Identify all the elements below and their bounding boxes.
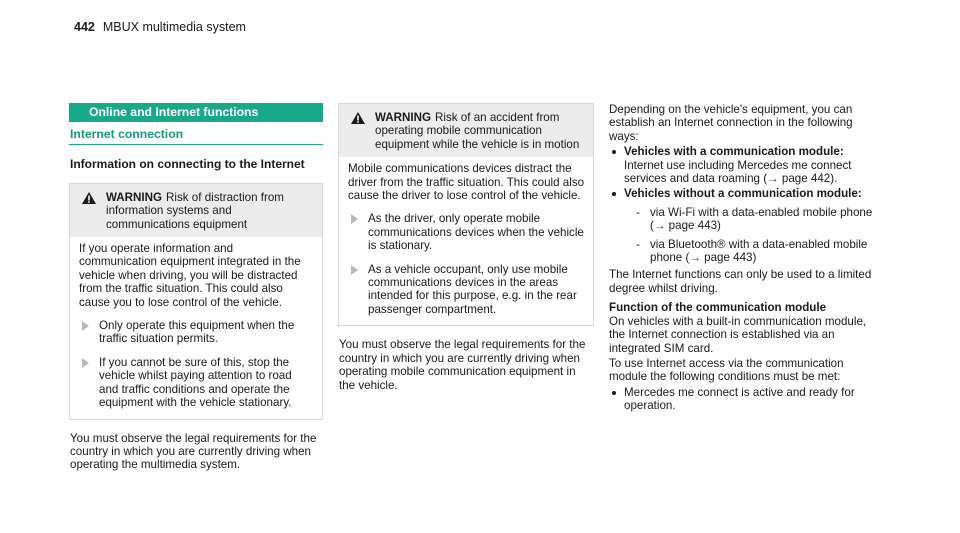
- dash-icon: -: [636, 237, 640, 251]
- warning-label: WARNING: [375, 111, 432, 124]
- function-text: On vehicles with a built-in communication module, the Internet connection is established via an integrated SIM card.: [609, 314, 867, 355]
- limit-note: The Internet functions can only be used to a limited degree whilst driving.: [609, 268, 872, 295]
- step-text: If you cannot be sure of this, stop the vehicle whilst paying attention to road and traffic conditions and operate the equipment with the vehicle stationary.: [99, 355, 292, 410]
- subsection-title: Internet connection: [69, 128, 323, 145]
- step-arrow-icon: [82, 358, 89, 368]
- list-item: [609, 386, 884, 413]
- legal-note: You must observe the legal requirements for the country in which you are currently driving when operating mobile communication equipment in the vehicle.: [339, 338, 586, 392]
- warning-label: WARNING: [106, 190, 163, 204]
- column-2: [338, 103, 594, 392]
- column-3: [609, 103, 884, 413]
- warning-triangle-icon: [82, 192, 96, 204]
- warning-step: [79, 319, 314, 346]
- page-header: [74, 20, 246, 34]
- dash-icon: -: [636, 205, 640, 219]
- step-arrow-icon: [351, 265, 358, 275]
- page-header-title: MBUX multimedia system: [102, 20, 246, 34]
- sub-list-item-text: via Wi-Fi with a data-enabled mobile phone (→ page 443): [650, 205, 873, 233]
- section-title: Online and Internet functions: [69, 103, 323, 122]
- step-text: Only operate this equipment when the traffic situation permits.: [99, 319, 295, 346]
- warning-headline: Risk of an accident from operating mobile communication equipment while the vehicle is in motion: [375, 111, 580, 151]
- sub-list-item: [624, 238, 884, 265]
- list-item: [609, 145, 884, 185]
- sub-list-item-text: via Bluetooth® with a data-enabled mobile phone (→ page 443): [650, 237, 868, 265]
- step-arrow-icon: [82, 321, 89, 331]
- warning-body: [339, 157, 593, 325]
- list-item: [609, 187, 884, 264]
- step-text: As the driver, only operate mobile communications devices when the vehicle is stationary.: [368, 212, 584, 253]
- page-number: 442: [74, 20, 95, 34]
- bullet-icon: [612, 192, 616, 196]
- bullet-icon: [612, 391, 616, 395]
- legal-note: You must observe the legal requirements for the country in which you are currently driving when operating the multimedia system.: [70, 431, 317, 472]
- requirements-text: To use Internet access via the communication module the following conditions must be met:: [609, 356, 844, 384]
- topic-heading: Information on connecting to the Internet: [70, 157, 305, 172]
- warning-text: Mobile communications devices distract the driver from the traffic situation. This could also cause the driver to lose control of the vehicle.: [348, 162, 585, 203]
- list-item-text: Mercedes me connect is active and ready for operation.: [624, 385, 855, 413]
- list-item-text: Internet use including Mercedes me connect services and data roaming (→ page 442).: [624, 158, 852, 186]
- function-heading: Function of the communication module: [609, 301, 827, 315]
- intro-text: Depending on the vehicle's equipment, you can establish an Internet connection in the following ways:: [609, 103, 853, 143]
- step-text: As a vehicle occupant, only use mobile communications devices in the areas intended for this purpose, e.g. in the rear passenger compartment.: [368, 262, 577, 316]
- warning-headline: Risk of distraction from information systems and communications equipment: [106, 190, 284, 231]
- list-item-title: Vehicles with a communication module:: [624, 145, 844, 159]
- warning-box: [69, 183, 323, 420]
- step-arrow-icon: [351, 214, 358, 224]
- warning-triangle-icon: [351, 112, 365, 124]
- bullet-icon: [612, 150, 616, 154]
- warning-step: [348, 212, 585, 252]
- warning-box: [338, 103, 594, 326]
- warning-body: [70, 237, 322, 418]
- warning-header: [70, 184, 322, 237]
- warning-step: [348, 263, 585, 317]
- warning-text: If you operate information and communication equipment integrated in the vehicle when driving, you will be distracted from the traffic situation. This could also cause you to lose control of the vehicle.: [79, 242, 301, 309]
- sub-list-item: [624, 206, 884, 233]
- list-item-title: Vehicles without a communication module:: [624, 187, 862, 201]
- column-1: [69, 103, 323, 472]
- warning-step: [79, 356, 314, 410]
- warning-header: [339, 104, 593, 157]
